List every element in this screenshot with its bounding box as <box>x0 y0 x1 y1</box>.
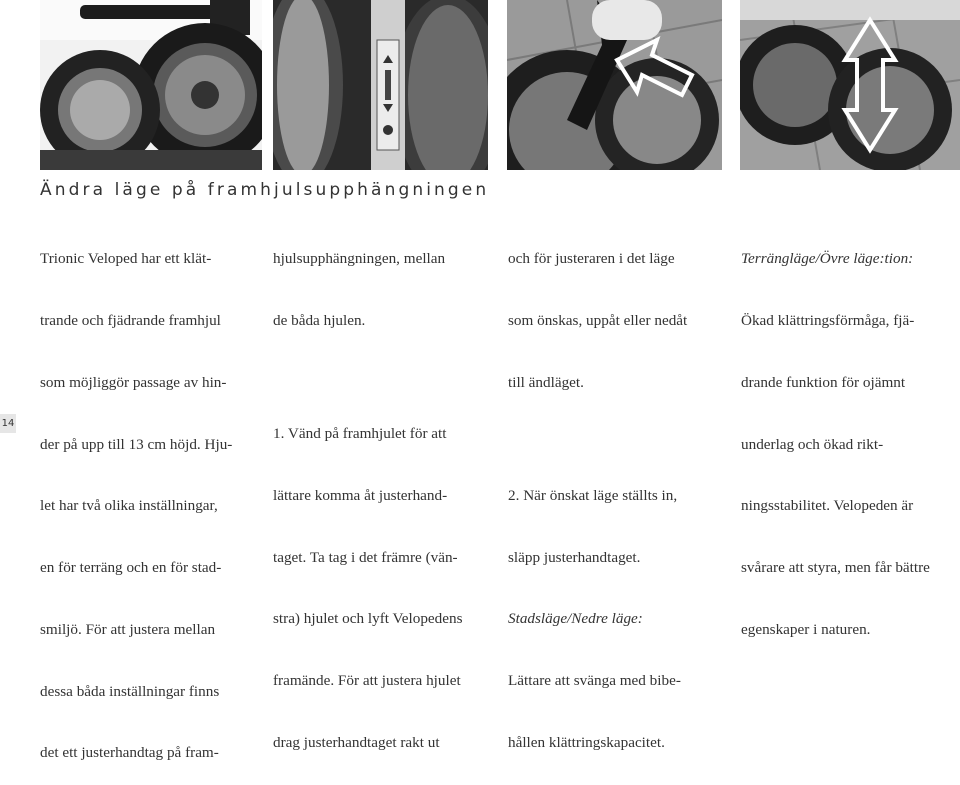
text-line: smiljö. För att justera mellan <box>40 620 216 638</box>
text-line: de båda hjulen. <box>273 311 366 329</box>
page-number: 14 <box>0 414 16 433</box>
text-line: det ett justerhandtag på fram- <box>40 744 219 762</box>
text-line: lättare komma åt justerhand- <box>273 486 448 504</box>
text-line: som önskas, uppåt eller nedåt <box>508 311 688 329</box>
text-line: dessa båda inställningar finns <box>40 682 220 700</box>
text-line: drag justerhandtaget rakt ut <box>273 733 440 751</box>
text-line: 2. När önskat läge ställts in, <box>508 486 678 504</box>
text-line: egenskaper i naturen. <box>741 620 871 638</box>
text-line: Ökad klättringsförmåga, fjä- <box>741 311 915 329</box>
text-line: der på upp till 13 cm höjd. Hju- <box>40 435 233 453</box>
section-heading: Ändra läge på framhjulsupphängningen <box>40 180 490 200</box>
text-column-1 <box>40 208 232 785</box>
text-line: Lättare att svänga med bibe- <box>508 672 681 690</box>
text-column-3 <box>508 208 687 774</box>
photo-adjustment-handle <box>273 0 488 170</box>
text-line: hållen klättringskapacitet. <box>508 733 665 751</box>
photo-wheel-arrows <box>740 0 960 170</box>
text-line: stra) hjulet och lyft Velopedens <box>273 610 463 628</box>
text-line: 1. Vänd på framhjulet för att <box>273 424 447 442</box>
text-line: svårare att styra, men får bättre <box>741 559 930 577</box>
text-line: till ändläget. <box>508 373 584 391</box>
text-line: trande och fjädrande framhjul <box>40 311 221 329</box>
photo-front-wheels <box>40 0 262 170</box>
photo-pull-handle <box>507 0 722 170</box>
text-line: och för justeraren i det läge <box>508 250 675 268</box>
text-column-2 <box>273 208 463 774</box>
text-line: framände. För att justera hjulet <box>273 672 461 690</box>
text-line: släpp justerhandtaget. <box>508 548 641 566</box>
city-mode-title: Stadsläge/Nedre läge: <box>508 610 643 628</box>
text-line: Trionic Veloped har ett klät- <box>40 250 212 268</box>
text-column-4 <box>741 208 930 661</box>
text-line: taget. Ta tag i det främre (vän- <box>273 548 458 566</box>
text-line: drande funktion för ojämnt <box>741 373 906 391</box>
text-line: let har två olika inställningar, <box>40 497 218 515</box>
text-line: ningsstabilitet. Velopeden är <box>741 497 914 515</box>
text-line: hjulsupphängningen, mellan <box>273 250 446 268</box>
text-line: som möjliggör passage av hin- <box>40 373 227 391</box>
text-line: en för terräng och en för stad- <box>40 559 222 577</box>
terrain-mode-title: Terrängläge/Övre läge:tion: <box>741 250 914 268</box>
text-line: underlag och ökad rikt- <box>741 435 884 453</box>
